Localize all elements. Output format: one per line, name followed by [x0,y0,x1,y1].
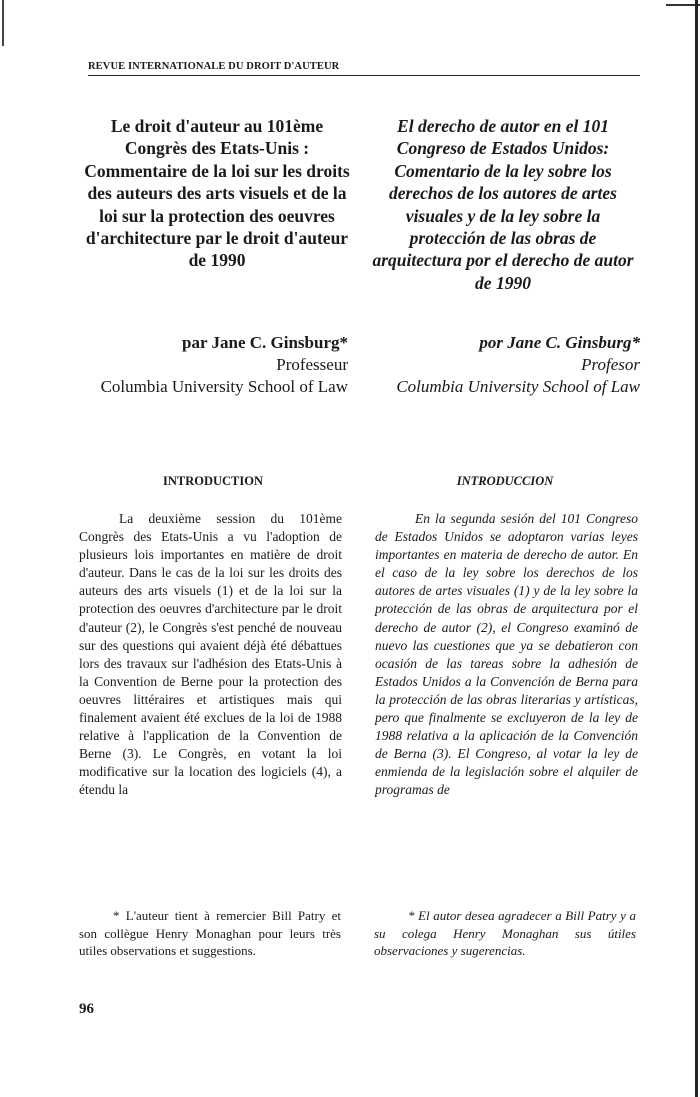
author-block-spanish [370,332,640,398]
article-title-spanish: El derecho de autor en el 101 Congreso de Estados Unidos: Comentario de la ley sobre los derechos de los autores de artes visuales y de la ley sobre la protección de las obras de arquitectura por el derecho de autor de 1990 [372,116,634,293]
article-title-french: Le droit d'auteur au 101ème Congrès des Etats-Unis : Commentaire de la loi sur les droits des auteurs des arts visuels et de la loi sur la protection des oeuvres d'architecture par le droit d'auteur de 1990 [84,116,350,271]
section-heading-french: INTRODUCTION [162,474,263,488]
running-head: REVUE INTERNATIONALE DU DROIT D'AUTEUR [88,61,640,76]
author-name: por Jane C. Ginsburg* [479,333,640,352]
footnote-french: * L'auteur tient à remercier Bill Patry et son collègue Henry Monaghan pour leurs très utiles observations et suggestions. [79,908,341,958]
scan-edge-mark-right [695,0,698,1097]
author-affiliation: Columbia University School of Law [100,377,348,396]
scan-edge-mark [2,0,4,46]
body-paragraph-spanish: En la segunda sesión del 101 Congreso de Estados Unidos se adoptaron varias leyes importantes en materia de derecho de autor. En el caso de la ley sobre los derechos de los autores de artes visuales (1) y de la ley sobre la protección de las obras de arquitectura por el derecho de autor (2), el Congreso examinó de nuevo las cuestiones que ya se debatieron con ocasión de las tareas sobre la adhesión de Estados Unidos a la Convención de Berna para la protección de las obras literarias y artísticas, pero que finalmente se excluyeron de la ley de 1988 relativa a la aplicación de la Convención de Berna (3). El Congreso, al votar la ley de enmienda de la legislación sobre el alquiler de programas de [375,511,638,798]
author-role: Professeur [276,355,348,374]
author-name: par Jane C. Ginsburg* [182,333,348,352]
author-block-french [78,332,348,398]
author-affiliation: Columbia University School of Law [396,377,640,396]
section-heading-spanish: INTRODUCCION [456,474,554,488]
author-role: Profesor [581,355,640,374]
body-paragraph-french: La deuxième session du 101ème Congrès des Etats-Unis a vu l'adoption de plusieurs lois importantes en matière de droit d'auteur. Dans le cas de la loi sur les droits des auteurs des arts visuels (1) et de la loi sur la protection des oeuvres d'architecture par le droit d'auteur (2), le Congrès s'est penché de nouveau sur des questions qui avaient déjà été débattues lors des travaux sur l'adhésion des Etats-Unis à la Convention de Berne pour la protection des oeuvres littéraires et artistiques mais qui finalement avaient été exclues de la loi de 1988 relative à l'application de la Convention de Berne (3). Le Congrès, en votant la loi modificative sur la location des logiciels (4), a étendu la [79,511,342,798]
page-number: 96 [79,1001,94,1017]
footnote-spanish: * El autor desea agradecer a Bill Patry y a su colega Henry Monaghan sus útiles observaciones y sugerencias. [374,908,636,958]
